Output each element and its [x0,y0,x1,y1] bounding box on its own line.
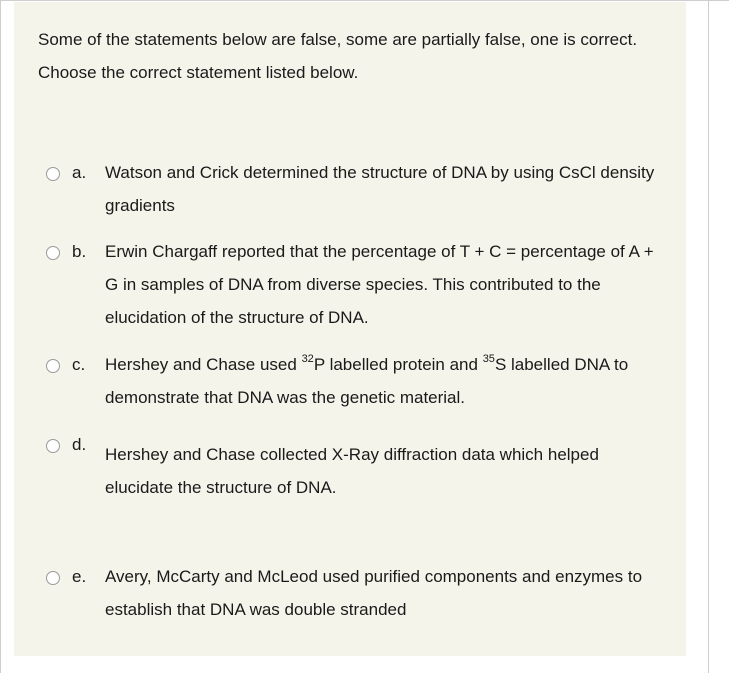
radio-button-d[interactable] [46,439,60,453]
option-d-letter: d. [72,435,87,454]
option-b-letter: b. [72,242,87,261]
option-e-letter: e. [72,567,87,586]
question-panel [14,2,686,656]
option-c-text-middle: P labelled protein and [313,355,483,374]
option-c-text-start: Hershey and Chase used [105,355,302,374]
option-c-text-end: S labelled DNA to demonstrate that DNA was the genetic material. [105,355,629,407]
radio-button-c[interactable] [46,359,60,373]
option-c-text [105,348,670,414]
radio-button-b[interactable] [46,246,60,260]
option-b-text: Erwin Chargaff reported that the percentage of T + C = percentage of A + G in samples of DNA from diverse species. This contributed to the elucidation of the structure of DNA. [105,242,654,327]
option-d-text: Hershey and Chase collected X-Ray diffraction data which helped elucidate the structure of DNA. [105,445,599,497]
isotope-32: 32 [301,353,314,366]
option-a-text: Watson and Crick determined the structure of DNA by using CsCl density gradients [105,163,655,215]
radio-button-a[interactable] [46,167,60,181]
radio-button-e[interactable] [46,571,60,585]
divider [709,0,729,1]
option-e-text: Avery, McCarty and McLeod used purified components and enzymes to establish that DNA was double stranded [105,567,643,619]
question-text: Some of the statements below are false, some are partially false, one is correct. Choose the correct statement listed below. [38,30,638,82]
option-c-letter: c. [72,355,86,374]
isotope-35: 35 [482,353,495,366]
option-a-letter: a. [72,163,87,182]
